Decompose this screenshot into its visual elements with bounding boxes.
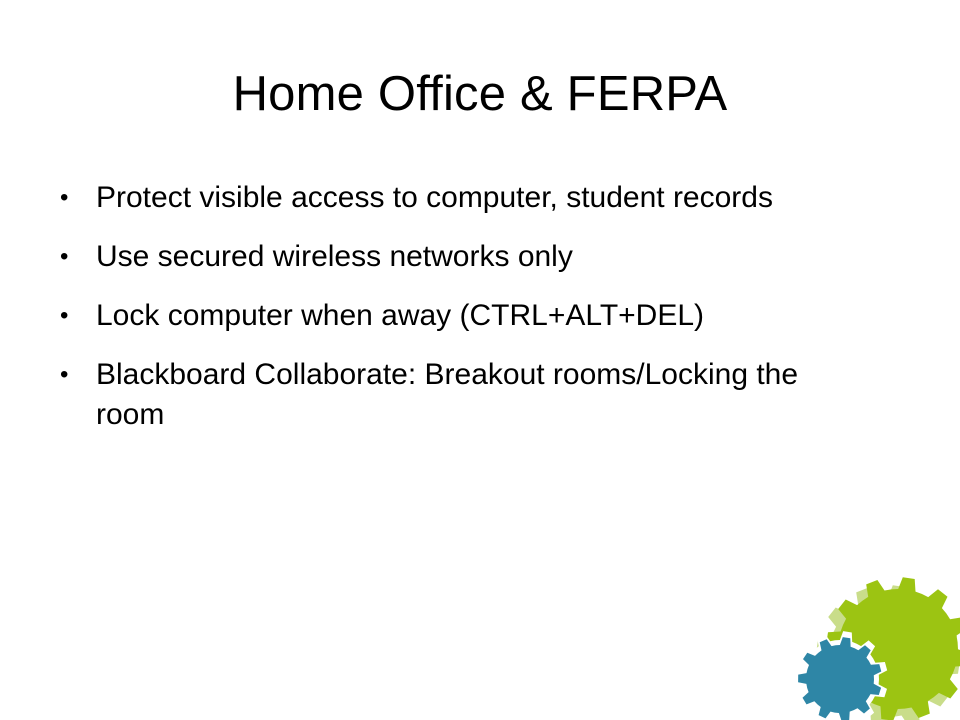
bullet-text: Blackboard Collaborate: Breakout rooms/Locking the room [96, 358, 799, 431]
slide-title: Home Office & FERPA [232, 67, 728, 121]
bullet-text: Lock computer when away (CTRL+ALT+DEL) [96, 299, 705, 332]
bullet-item [58, 237, 858, 277]
bullet-item [58, 296, 858, 336]
bullet-item [58, 178, 858, 218]
bullet-list [58, 178, 858, 454]
bullet-marker: • [60, 361, 69, 388]
bullet-text: Use secured wireless networks only [96, 240, 573, 273]
gears-decoration [790, 575, 960, 720]
bullet-item [58, 355, 858, 435]
bullet-text: Protect visible access to computer, student records [96, 181, 773, 214]
bullet-marker: • [60, 243, 69, 270]
bullet-marker: • [60, 302, 69, 329]
bullet-marker: • [60, 184, 69, 211]
